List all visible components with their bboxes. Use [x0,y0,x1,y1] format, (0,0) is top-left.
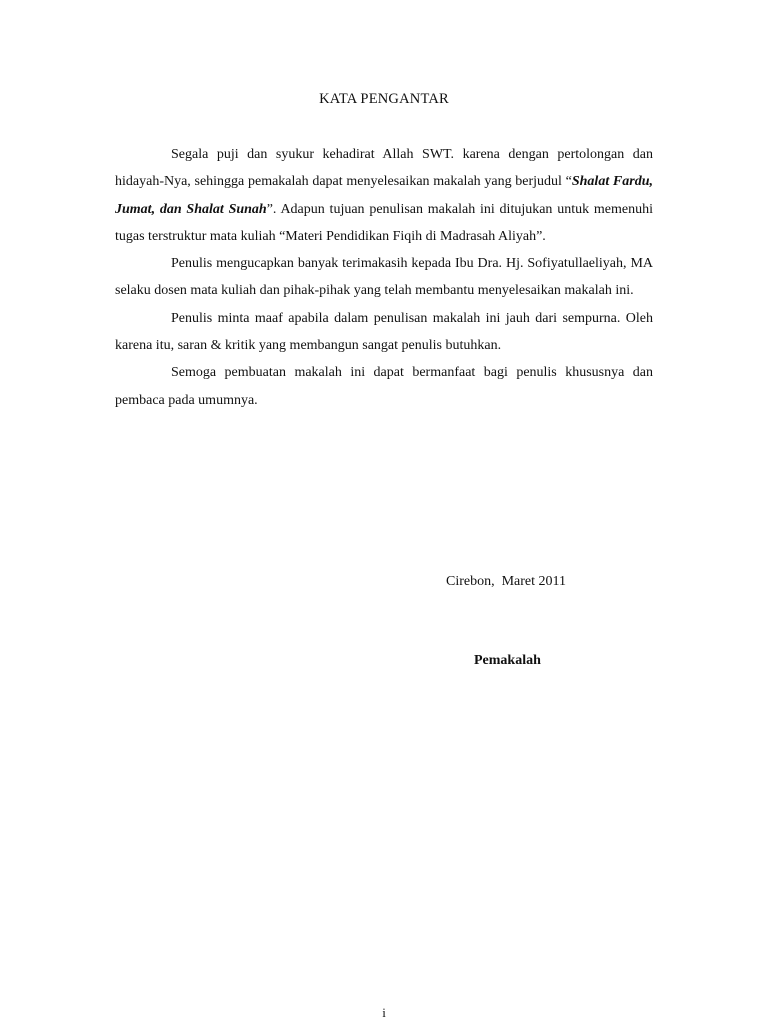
paragraph-4: Semoga pembuatan makalah ini dapat bermanfaat bagi penulis khususnya dan pembaca pada umumnya. [115,365,653,408]
paragraph-1-rest: ”. Adapun tujuan penulisan makalah ini ditujukan untuk memenuhi tugas terstruktur mata kuliah “Materi Pendidikan Fiqih di Madrasah Aliyah”. [115,201,653,244]
paragraph-3: Penulis minta maaf apabila dalam penulisan makalah ini jauh dari sempurna. Oleh karena itu, saran & kritik yang membangun sangat penulis butuhkan. [115,310,653,354]
paragraph-1-intro: Segala puji dan syukur kehadirat Allah SWT. karena dengan pertolongan dan hidayah-Nya, sehingga pemakalah dapat menyelesaikan makalah yang berjudul “ [115,147,653,190]
paragraph-1 [115,141,653,250]
page-title: KATA PENGANTAR [319,91,449,107]
signer-name: Pemakalah [474,653,541,668]
page-number: i [382,1005,386,1020]
body-text [115,141,653,414]
paragraph-2: Penulis mengucapkan banyak terimakasih kepada Ibu Dra. Hj. Sofiyatullaeliyah, MA selaku dosen mata kuliah dan pihak-pihak yang telah membantu menyelesaikan makalah ini. [115,256,653,299]
paper-title-emphasis: Shalat Fardu, Jumat, dan Shalat Sunah [115,174,653,217]
place-date: Cirebon, Maret 2011 [446,574,567,589]
